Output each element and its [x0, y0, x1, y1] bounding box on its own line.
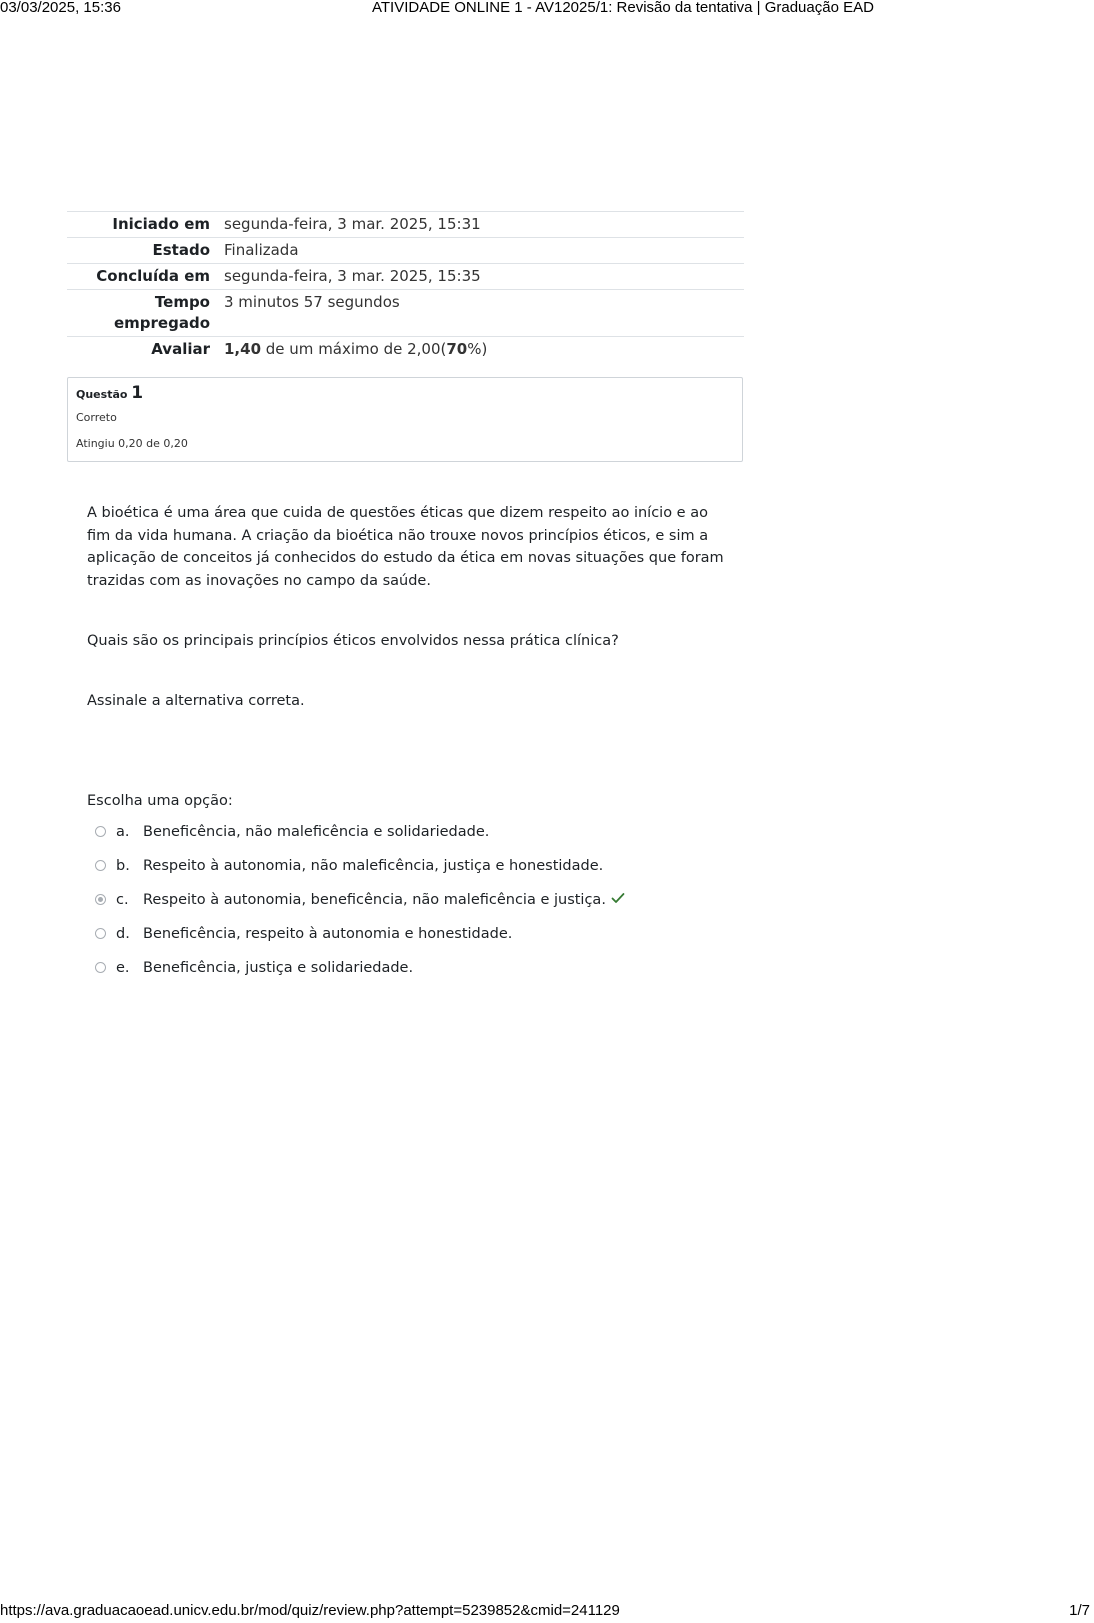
grade-score: 1,40 — [224, 340, 262, 358]
grade-value — [216, 337, 744, 363]
option-a-text: Beneficência, não maleficência e solidariedade. — [143, 824, 490, 840]
option-e-letter: e. — [116, 960, 130, 976]
time-value: 3 minutos 57 segundos — [216, 290, 744, 337]
option-d-letter: d. — [116, 926, 130, 942]
option-a-letter: a. — [116, 824, 130, 840]
option-c-radio-selected[interactable] — [95, 894, 106, 905]
attempt-summary-table — [67, 211, 744, 362]
time-label-line-1: Tempo — [154, 293, 210, 311]
question-number — [76, 384, 734, 404]
started-label: Iniciado em — [67, 212, 216, 238]
print-header — [0, 0, 1094, 20]
option-c-text: Respeito à autonomia, beneficência, não maleficência e justiça. — [143, 892, 606, 908]
started-value: segunda-feira, 3 mar. 2025, 15:31 — [216, 212, 744, 238]
grade-percent-suffix: %) — [467, 340, 488, 358]
option-c-text-wrap — [143, 890, 625, 910]
summary-row-time — [67, 290, 744, 337]
question-info-box — [67, 377, 743, 462]
question-state: Correto — [76, 411, 117, 424]
option-a-radio[interactable] — [95, 826, 106, 837]
state-value: Finalizada — [216, 238, 744, 264]
question-paragraph-2: Quais são os principais princípios éticos envolvidos nessa prática clínica? — [87, 633, 619, 649]
time-label-line-2: empregado — [113, 314, 210, 332]
completed-value: segunda-feira, 3 mar. 2025, 15:35 — [216, 264, 744, 290]
print-url: https://ava.graduacaoead.unicv.edu.br/mod/quiz/review.php?attempt=5239852&cmid=241129 — [0, 1602, 620, 1619]
print-datetime: 03/03/2025, 15:36 — [0, 0, 121, 16]
question-paragraph-1: A bioética é uma área que cuida de questões éticas que dizem respeito ao início e ao fim da vida humana. A criação da bioética não trouxe novos princípios éticos, e sim a aplicação de conceitos já conhecidos do estudo da ética em novas situações que foram trazidas com as inovações no campo da saúde. — [87, 505, 724, 589]
summary-row-started — [67, 212, 744, 238]
option-b-letter: b. — [116, 858, 130, 874]
option-b-text: Respeito à autonomia, não maleficência, justiça e honestidade. — [143, 858, 604, 874]
option-e-radio[interactable] — [95, 962, 106, 973]
summary-row-grade — [67, 337, 744, 363]
summary-row-completed — [67, 264, 744, 290]
print-page-number: 1/7 — [1069, 1602, 1090, 1619]
grade-label: Avaliar — [67, 337, 216, 363]
option-e-text: Beneficência, justiça e solidariedade. — [143, 960, 414, 976]
answer-prompt: Escolha uma opção: — [87, 793, 233, 809]
time-label — [67, 290, 216, 337]
option-d-text: Beneficência, respeito à autonomia e honestidade. — [143, 926, 513, 942]
grade-max-text: de um máximo de 2,00( — [261, 340, 447, 358]
question-number-value: 1 — [131, 383, 144, 403]
grade-percent: 70 — [446, 340, 468, 358]
completed-label: Concluída em — [67, 264, 216, 290]
check-icon — [611, 891, 625, 905]
question-label: Questão — [76, 388, 128, 401]
question-paragraph-3: Assinale a alternativa correta. — [87, 693, 305, 709]
state-label: Estado — [67, 238, 216, 264]
question-grade: Atingiu 0,20 de 0,20 — [76, 437, 188, 450]
print-footer — [0, 1603, 1094, 1623]
option-b-radio[interactable] — [95, 860, 106, 871]
print-page-title: ATIVIDADE ONLINE 1 - AV12025/1: Revisão da tentativa | Graduação EAD — [372, 0, 874, 16]
summary-row-state — [67, 238, 744, 264]
option-d-radio[interactable] — [95, 928, 106, 939]
option-c-letter: c. — [116, 892, 129, 908]
